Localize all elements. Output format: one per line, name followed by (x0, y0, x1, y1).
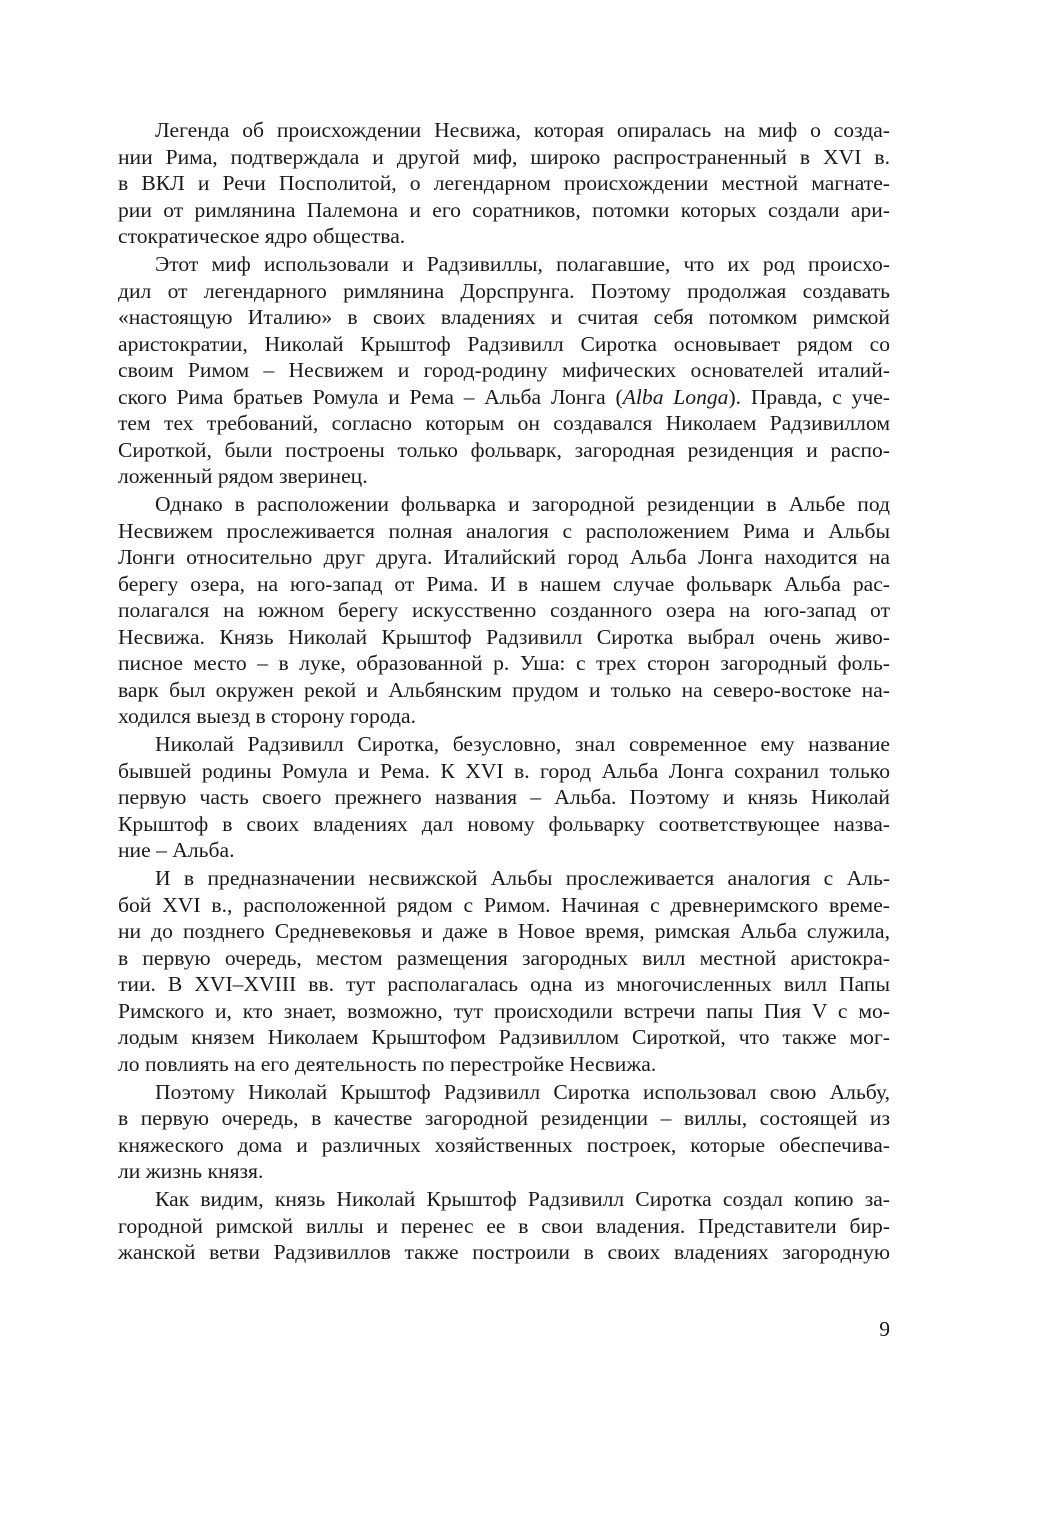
text-line: в первую очередь, в качестве загородной резиденции – виллы, состоящей из (118, 1106, 890, 1130)
text-line: варк был окружен рекой и Альбянским прудом и только на северо-востоке на- (118, 677, 890, 702)
italic-term: Alba Longa (622, 384, 729, 409)
page-number: 9 (879, 1317, 890, 1341)
text-line: дил от легендарного римлянина Дорспрунга. Поэтому продолжая создавать (118, 278, 890, 303)
text-line: Крыштоф в своих владениях дал новому фольварку соответствующее назва- (118, 811, 890, 836)
page-body (118, 117, 890, 1377)
text-segment: ). Правда, с уче- (728, 384, 890, 409)
text-line: ни до позднего Средневековья и даже в Новое время, римская Альба служила, (118, 919, 890, 943)
text-line: Несвижем прослеживается полная аналогия с расположением Рима и Альбы (118, 518, 890, 543)
text-line: Римского и, кто знает, возможно, тут происходили встречи папы Пия V с мо- (118, 998, 890, 1023)
text-line: ло повлиять на его деятельность по перестройке Несвижа. (118, 1051, 657, 1076)
text-line: лодым князем Николаем Крыштофом Радзивиллом Сироткой, что также мог- (118, 1025, 890, 1049)
text-line: Как видим, князь Николай Крыштоф Радзивилл Сиротка создал копию за- (155, 1187, 890, 1211)
text-line: Сироткой, были построены только фольварк, загородная резиденция и распо- (118, 437, 890, 462)
text-line: Легенда об происхождении Несвижа, которая опиралась на миф о созда- (155, 118, 890, 142)
paragraph-7 (118, 1186, 890, 1266)
text-line: Этот миф использовали и Радзивиллы, полагавшие, что их род происхо- (155, 252, 890, 276)
paragraph-5 (118, 865, 890, 1077)
text-line: Однако в расположении фольварка и загородной резиденции в Альбе под (155, 492, 890, 516)
text-line: ние – Альба. (118, 838, 235, 862)
text-line: в первую очередь, местом размещения загородных вилл местной аристокра- (118, 945, 890, 970)
text-line: нии Рима, подтверждала и другой миф, широко распространенный в XVI в. (118, 144, 890, 169)
text-line: «настоящую Италию» в своих владениях и считая себя потомком римской (118, 305, 890, 329)
text-segment: ского Рима братьев Ромула и Рема – Альба Лонга ( (118, 384, 623, 409)
text-line: И в предназначении несвижской Альбы прослеживается аналогия с Аль- (155, 866, 890, 890)
paragraph-6 (118, 1079, 890, 1185)
text-line: бой XVI в., расположенной рядом с Римом. Начиная с древнеримского време- (118, 892, 890, 917)
text-line: рии от римлянина Палемона и его соратников, потомки которых создали ари- (118, 197, 890, 222)
text-line: берегу озера, на юго-запад от Рима. И в нашем случае фольварк Альба рас- (118, 571, 890, 596)
paragraph-3 (118, 491, 890, 730)
text-line: жанской ветви Радзивиллов также построили в своих владениях загородную (118, 1240, 890, 1264)
text-line: в ВКЛ и Речи Посполитой, о легендарном происхождении местной магнате- (118, 171, 890, 195)
text-line: тии. В XVI–XVIII вв. тут располагалась одна из многочисленных вилл Папы (118, 972, 890, 996)
text-line: бывшей родины Ромула и Рема. К XVI в. город Альба Лонга сохранил только (118, 758, 890, 783)
text-line: писное место – в луке, образованной р. Уша: с трех сторон загородный фоль- (118, 651, 890, 675)
text-line: ли жизнь князя. (118, 1159, 264, 1183)
text-line-with-italic (118, 384, 890, 411)
text-line: своим Римом – Несвижем и город-родину мифических основателей италий- (118, 358, 890, 382)
text-line: княжеского дома и различных хозяйственных построек, которые обеспечива- (118, 1132, 890, 1157)
text-line: ходился выезд в сторону города. (118, 704, 416, 728)
text-line: Поэтому Николай Крыштоф Радзивилл Сиротка использовал свою Альбу, (155, 1079, 890, 1104)
text-line: Несвижа. Князь Николай Крыштоф Радзивилл Сиротка выбрал очень живо- (118, 624, 890, 649)
paragraph-4 (118, 731, 890, 864)
text-line: ложенный рядом зверинец. (118, 464, 368, 488)
text-line: Лонги относительно друг друга. Италийский город Альба Лонга находится на (118, 545, 890, 569)
text-line: первую часть своего прежнего названия – Альба. Поэтому и князь Николай (118, 785, 890, 809)
text-line: тем тех требований, согласно которым он создавался Николаем Радзивиллом (118, 411, 890, 435)
paragraph-2 (118, 251, 890, 490)
text-line: аристократии, Николай Крыштоф Радзивилл Сиротка основывает рядом со (118, 331, 890, 356)
paragraph-1 (118, 117, 890, 250)
text-line: стократическое ядро общества. (118, 224, 406, 248)
text-line: городной римской виллы и перенес ее в свои владения. Представители бир- (118, 1213, 890, 1238)
text-line: полагался на южном берегу искусственно созданного озера на юго-запад от (118, 598, 890, 622)
text-line: Николай Радзивилл Сиротка, безусловно, знал современное ему название (155, 732, 890, 756)
